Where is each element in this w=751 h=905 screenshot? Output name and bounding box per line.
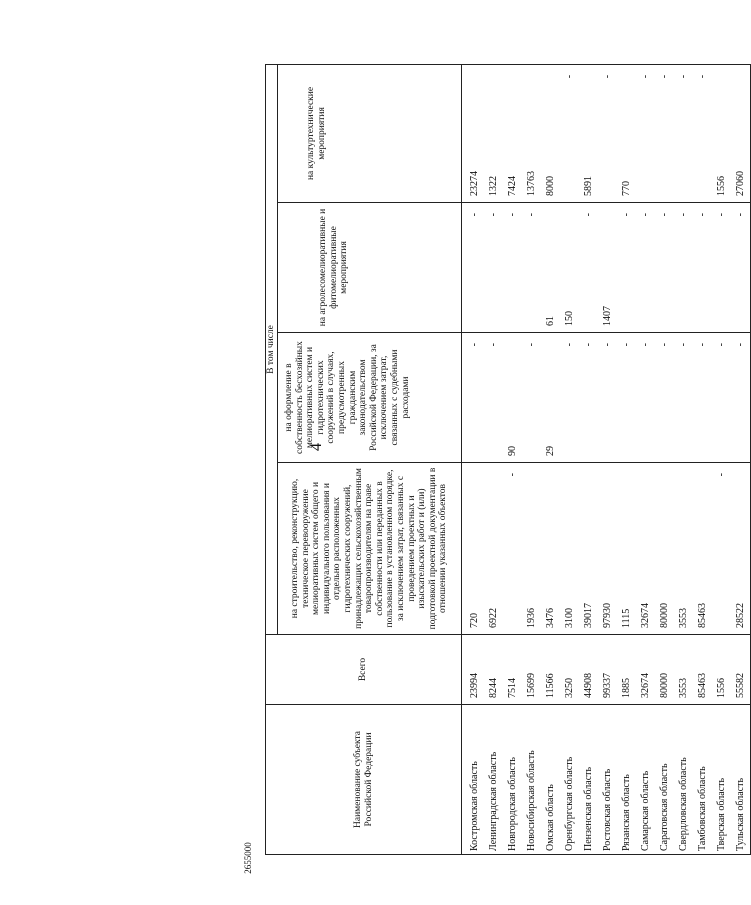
agroforestry-cell: - xyxy=(712,203,731,333)
table-row xyxy=(560,64,579,854)
header-cultural-technical: на культуртехнические мероприятия xyxy=(278,64,462,202)
agroforestry-cell: 1407 xyxy=(598,203,617,333)
page-number: 4 xyxy=(308,443,325,451)
cultural-technical-cell: 13763 xyxy=(522,64,541,202)
agroforestry-cell: - xyxy=(636,203,655,333)
construction-cell: 85463 xyxy=(693,463,712,635)
header-region-name: Наименование субъекта Российской Федерации xyxy=(266,705,462,855)
agroforestry-cell: - xyxy=(731,203,751,333)
ownership-cell: - xyxy=(560,333,579,463)
table-row xyxy=(731,64,751,854)
table-row xyxy=(598,64,617,854)
agroforestry-cell: - xyxy=(693,203,712,333)
agroforestry-cell: - xyxy=(617,203,636,333)
region-name-cell: Рязанская область xyxy=(617,705,636,855)
table-row xyxy=(674,64,693,854)
table-row xyxy=(655,64,674,854)
ownership-cell: - xyxy=(617,333,636,463)
total-cell: 1885 xyxy=(617,635,636,705)
construction-cell: 28522 xyxy=(731,463,751,635)
construction-cell: 1936 xyxy=(522,463,541,635)
region-name-cell: Тамбовская область xyxy=(693,705,712,855)
agroforestry-cell: - xyxy=(484,203,503,333)
region-name-cell: Новосибирская область xyxy=(522,705,541,855)
agroforestry-cell: - xyxy=(674,203,693,333)
agroforestry-cell: - xyxy=(503,203,522,333)
ownership-cell: - xyxy=(712,333,731,463)
region-name-cell: Саратовская область xyxy=(655,705,674,855)
table-row xyxy=(503,64,522,854)
construction-cell: - xyxy=(712,463,731,635)
ownership-cell: 90 xyxy=(503,333,522,463)
table-row xyxy=(462,64,485,854)
region-name-cell: Ростовская область xyxy=(598,705,617,855)
cultural-technical-cell: 23274 xyxy=(462,64,485,202)
cultural-technical-cell: 1556 xyxy=(712,64,731,202)
total-cell: 8244 xyxy=(484,635,503,705)
total-cell: 11566 xyxy=(541,635,560,705)
cultural-technical-cell: 27060 xyxy=(731,64,751,202)
total-cell: 55582 xyxy=(731,635,751,705)
ownership-cell: - xyxy=(484,333,503,463)
construction-cell: 3100 xyxy=(560,463,579,635)
total-cell: 3553 xyxy=(674,635,693,705)
total-cell: 23994 xyxy=(462,635,485,705)
table-row xyxy=(484,64,503,854)
agroforestry-cell: - xyxy=(579,203,598,333)
total-cell: 44908 xyxy=(579,635,598,705)
region-name-cell: Оренбургская область xyxy=(560,705,579,855)
header-including: В том числе xyxy=(266,64,278,634)
region-name-cell: Свердловская область xyxy=(674,705,693,855)
agroforestry-cell: - xyxy=(655,203,674,333)
region-name-cell: Костромская область xyxy=(462,705,485,855)
header-agroforestry: на агролесомелиоративные и фитомелиоративные мероприятия xyxy=(278,203,462,333)
ownership-cell: - xyxy=(693,333,712,463)
cultural-technical-cell: - xyxy=(598,64,617,202)
region-name-cell: Самарская область xyxy=(636,705,655,855)
table-row xyxy=(636,64,655,854)
table-row xyxy=(579,64,598,854)
cultural-technical-cell: - xyxy=(693,64,712,202)
total-cell: 80000 xyxy=(655,635,674,705)
construction-cell: 97930 xyxy=(598,463,617,635)
total-cell: 3250 xyxy=(560,635,579,705)
ownership-cell: - xyxy=(655,333,674,463)
table-container xyxy=(265,65,746,855)
cultural-technical-cell: - xyxy=(560,64,579,202)
construction-cell: 720 xyxy=(462,463,485,635)
region-name-cell: Тверская область xyxy=(712,705,731,855)
construction-cell: 80000 xyxy=(655,463,674,635)
ownership-cell: - xyxy=(522,333,541,463)
region-name-cell: Пензенская область xyxy=(579,705,598,855)
region-name-cell: Омская область xyxy=(541,705,560,855)
footer-code: 2655000 xyxy=(243,842,253,874)
region-name-cell: Тульская область xyxy=(731,705,751,855)
cultural-technical-cell: 7424 xyxy=(503,64,522,202)
cultural-technical-cell: - xyxy=(655,64,674,202)
agroforestry-cell: 150 xyxy=(560,203,579,333)
cultural-technical-cell: 5891 xyxy=(579,64,598,202)
ownership-cell: - xyxy=(636,333,655,463)
total-cell: 85463 xyxy=(693,635,712,705)
agroforestry-cell: - xyxy=(462,203,485,333)
ownership-cell: - xyxy=(462,333,485,463)
region-name-cell: Новгородская область xyxy=(503,705,522,855)
construction-cell: - xyxy=(503,463,522,635)
total-cell: 99337 xyxy=(598,635,617,705)
cultural-technical-cell: 770 xyxy=(617,64,636,202)
ownership-cell: - xyxy=(674,333,693,463)
agroforestry-cell: 61 xyxy=(541,203,560,333)
construction-cell: 39017 xyxy=(579,463,598,635)
construction-cell: 1115 xyxy=(617,463,636,635)
table-row xyxy=(712,64,731,854)
table-row xyxy=(693,64,712,854)
cultural-technical-cell: - xyxy=(636,64,655,202)
table-row xyxy=(522,64,541,854)
header-ownership-registration: на оформление в собственность бесхозяйных мелиоративных систем и гидротехнических сооружений в случаях, предусмотренных гражданским законодательством Российской Федерации, за исключением затрат, связанных с судебными расходами xyxy=(278,333,462,463)
region-name-cell: Ленинградская область xyxy=(484,705,503,855)
table-row xyxy=(617,64,636,854)
cultural-technical-cell: 8000 xyxy=(541,64,560,202)
ownership-cell: 29 xyxy=(541,333,560,463)
construction-cell: 6922 xyxy=(484,463,503,635)
construction-cell: 32674 xyxy=(636,463,655,635)
total-cell: 1556 xyxy=(712,635,731,705)
header-construction: на строительство, реконструкцию, техническое перевооружение мелиоративных систем общего и индивидуального пользования и отдельно расположенных гидротехнических сооружений, принадлежащих сельскохозяйственным товаропроизводителям на праве собственности или переданных в пользование в установленном порядке, за исключением затрат, связанных с проведением проектных и изыскательских работ и (или) подготовкой проектной документации в отношении указанных объектов xyxy=(278,463,462,635)
total-cell: 32674 xyxy=(636,635,655,705)
agroforestry-cell: - xyxy=(522,203,541,333)
header-total: Всего xyxy=(266,635,462,705)
total-cell: 7514 xyxy=(503,635,522,705)
ownership-cell: - xyxy=(731,333,751,463)
total-cell: 15699 xyxy=(522,635,541,705)
ownership-cell: - xyxy=(598,333,617,463)
ownership-cell: - xyxy=(579,333,598,463)
table-row xyxy=(541,64,560,854)
construction-cell: 3476 xyxy=(541,463,560,635)
subsidy-table xyxy=(265,64,751,855)
cultural-technical-cell: 1322 xyxy=(484,64,503,202)
cultural-technical-cell: - xyxy=(674,64,693,202)
construction-cell: 3553 xyxy=(674,463,693,635)
